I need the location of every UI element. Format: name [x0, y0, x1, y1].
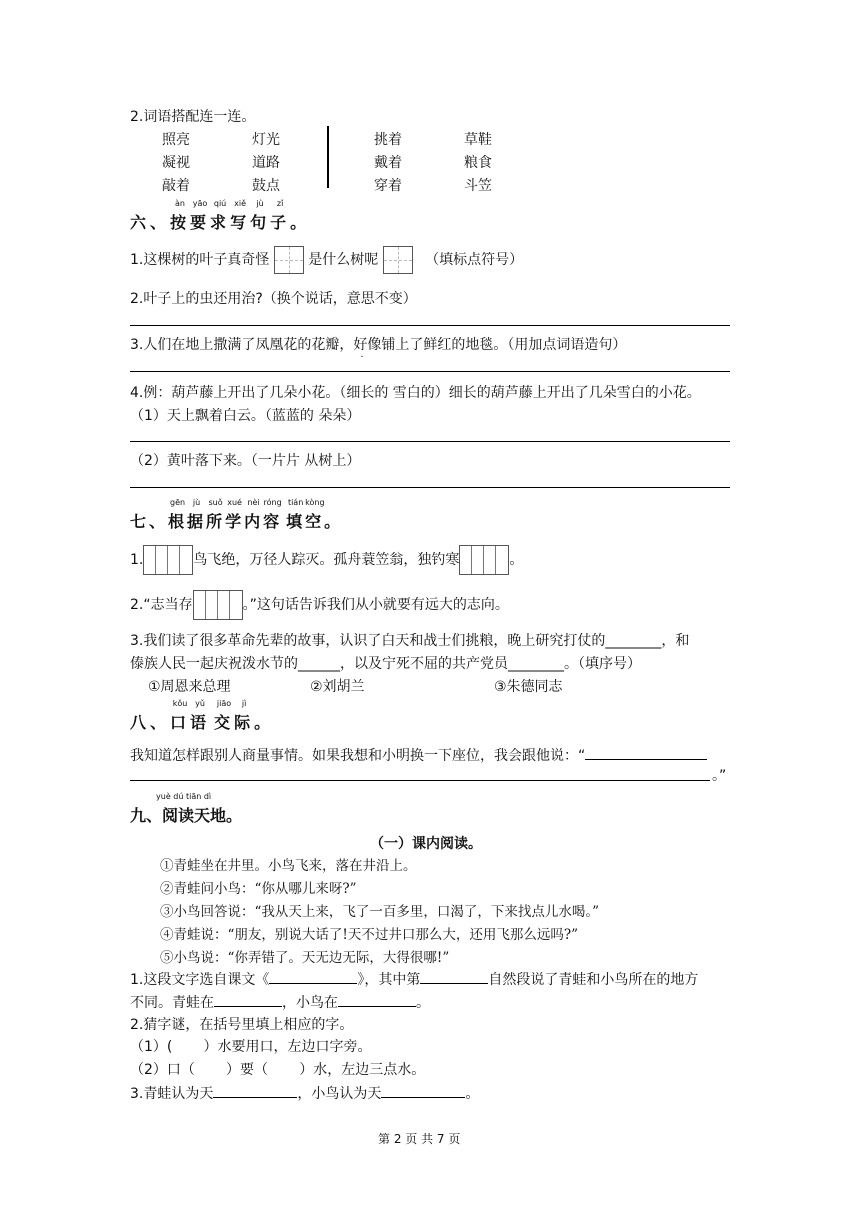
sec6-q3: 3.人们在地上撒满了凤凰花的花瓣，好像 · 铺上了鲜红的地毯。（用加点词语造句）: [130, 337, 627, 363]
sec9-q2-2: （2）口（ ）要（ ）水，左边三点水。: [130, 1062, 426, 1078]
answer-blank[interactable]: [269, 983, 357, 984]
match-word: 道路: [252, 155, 280, 171]
match-heading: 2.词语搭配连一连。: [130, 109, 256, 125]
option: ②刘胡兰: [310, 679, 365, 695]
match-left-col2: [252, 129, 280, 198]
match-word: 穿着: [374, 178, 402, 194]
answer-blank[interactable]: [420, 983, 488, 984]
fill-box[interactable]: [143, 545, 193, 575]
section-7-title: 七、 gēn 根 jù 据 suǒ 所 xué 学 nèi 内 róng 容 tián 填 kòng 空。: [130, 498, 344, 531]
paragraph: ④青蛙说：“朋友，别说大话了!天不过井口那么大，还用飞那么远吗?”: [160, 927, 578, 943]
sec6-q4-2: （2）黄叶落下来。（一片片 从树上）: [130, 453, 361, 469]
match-word: 戴着: [374, 155, 402, 171]
fill-box[interactable]: [193, 590, 243, 620]
match-word: 斗笠: [464, 178, 492, 194]
paragraph: ③小鸟回答说：“我从天上来，飞了一百多里，口渴了，下来找点儿水喝。”: [160, 904, 600, 920]
answer-blank[interactable]: [338, 1006, 416, 1007]
match-right-col2: [464, 129, 492, 198]
sec9-q2: 2.猜字谜，在括号里填上相应的字。: [130, 1017, 354, 1033]
answer-line[interactable]: [130, 441, 730, 442]
sec6-q2: 2.叶子上的虫还用治?（换个说话，意思不变）: [130, 291, 417, 307]
answer-line[interactable]: [130, 371, 730, 372]
section-9-title: 九、 yuè dú tiān dì 阅读天地。: [130, 792, 243, 825]
answer-line[interactable]: [130, 780, 710, 781]
sec6-q4: 4.例：葫芦藤上开出了几朵小花。（细长的 雪白的）细长的葫芦藤上开出了几朵雪白的小花。: [130, 385, 701, 401]
paragraph: ②青蛙问小鸟：“你从哪儿来呀?”: [160, 881, 357, 897]
paragraph: ①青蛙坐在井里。小鸟飞来，落在井沿上。: [160, 858, 417, 874]
match-divider: [327, 126, 329, 188]
paragraph: ⑤小鸟说：“你弄错了。天无边无际，大得很哪!”: [160, 950, 450, 966]
section-6-title: 六、 àn 按 yāo 要 qiú 求 xiě 写 jù 句 zǐ 子。: [130, 199, 311, 232]
sec9-q1-line1: 1.这段文字选自课文《 》，其中第 自然段说了青蛙和小鸟所在的地方: [130, 972, 699, 988]
punctuation-box[interactable]: [383, 246, 413, 274]
match-word: 凝视: [162, 155, 190, 171]
sec6-q1: 1.这棵树的叶子真奇怪 是什么树呢 （填标点符号）: [130, 246, 523, 274]
punctuation-box[interactable]: [274, 246, 304, 274]
answer-line[interactable]: [130, 325, 730, 326]
match-word: 草鞋: [464, 132, 492, 148]
sec8-end: 。”: [712, 768, 727, 784]
reading-passage: [160, 855, 599, 970]
section-8-title: 八、 kǒu 口 yǔ 语 jiāo 交 jì 际。: [130, 699, 275, 732]
sec9-q3: 3.青蛙认为天 ，小鸟认为天 。: [130, 1086, 480, 1102]
option: ③朱德同志: [494, 679, 563, 695]
sub-title: （一）课内阅读。: [370, 836, 482, 852]
match-word: 灯光: [252, 132, 280, 148]
sec7-q2: 2.“志当存 。”这句话告诉我们从小就要有远大的志向。: [130, 590, 509, 620]
sec8-text: 我知道怎样跟别人商量事情。如果我想和小明换一下座位，我会跟他说：“: [130, 745, 707, 765]
match-word: 挑着: [374, 132, 402, 148]
sec9-q1-line2: 不同。青蛙在 ，小鸟在 。: [130, 995, 430, 1011]
answer-blank[interactable]: [381, 1097, 465, 1098]
answer-blank[interactable]: [214, 1006, 282, 1007]
sec7-q3-line2: 傣族人民一起庆祝泼水节的______，以及宁死不屈的共产党员________。（填序号）: [130, 656, 641, 672]
sec6-q4-1: （1）天上飘着白云。（蓝蓝的 朵朵）: [130, 408, 361, 424]
answer-blank[interactable]: [213, 1097, 297, 1098]
dotted-word: 好像 ·: [353, 337, 382, 363]
fill-box[interactable]: [459, 545, 509, 575]
answer-line[interactable]: [130, 487, 730, 488]
match-word: 鼓点: [252, 178, 280, 194]
option: ①周恩来总理: [148, 679, 231, 695]
match-word: 敲着: [162, 178, 190, 194]
match-word: 照亮: [162, 132, 190, 148]
match-left-col1: [162, 129, 190, 198]
sec9-q2-1: （1）( ）水要用口，左边口字旁。: [130, 1039, 372, 1055]
match-right-col1: [374, 129, 402, 198]
sec7-q3-line1: 3.我们读了很多革命先辈的故事，认识了白天和战士们挑粮，晚上研究打仗的________，和: [130, 633, 690, 649]
page-footer: 第 2 页 共 7 页: [378, 1132, 461, 1146]
answer-blank[interactable]: [585, 759, 707, 760]
match-word: 粮食: [464, 155, 492, 171]
sec7-q1: 1. 鸟飞绝，万径人踪灭。孤舟蓑笠翁，独钓寒 。: [130, 545, 523, 575]
